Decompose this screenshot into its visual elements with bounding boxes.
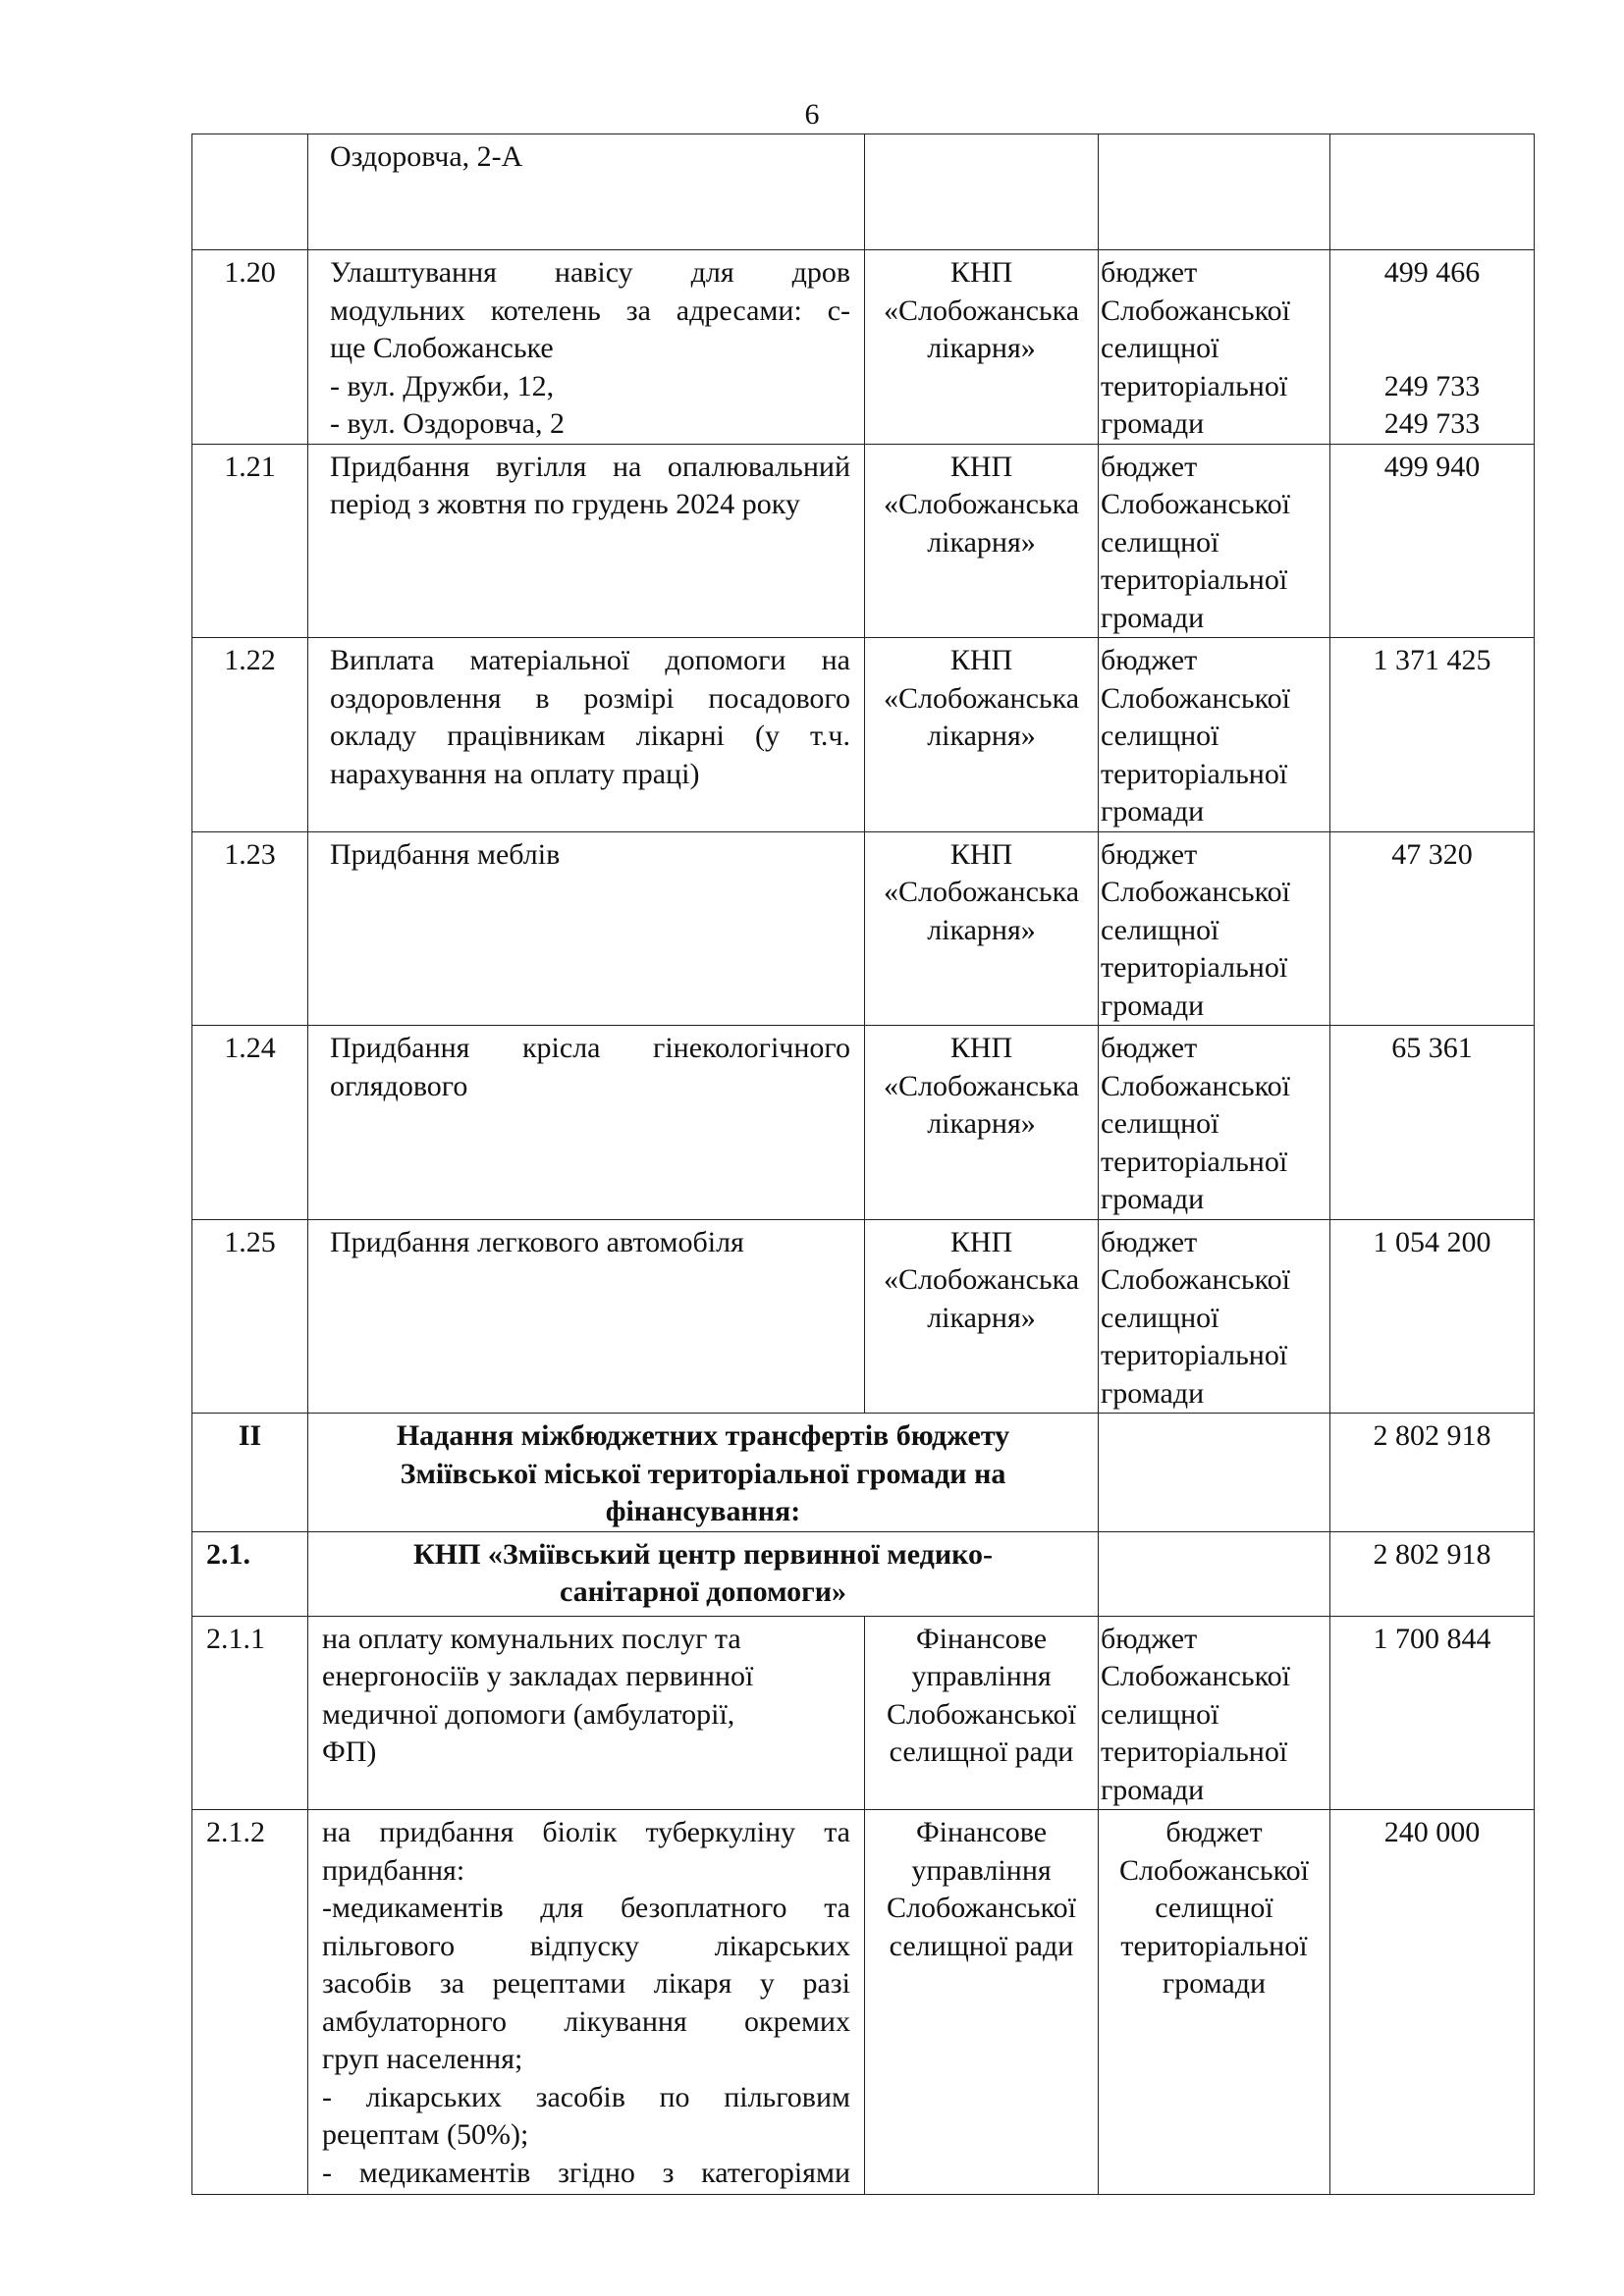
table-row (192, 134, 1535, 250)
executor-line: КНП (949, 837, 1013, 871)
source-line: територіальної (1101, 757, 1288, 790)
description-line: -медикаментів для безоплатного та (322, 1892, 850, 1924)
description-line: груп населення; (322, 2043, 523, 2075)
row-description (308, 831, 865, 1026)
executor-line: Слобожанської (887, 1697, 1076, 1731)
source-line: Слобожанської (1101, 876, 1290, 908)
row-executor (865, 1219, 1099, 1414)
description-line: - вул. Оздоровча, 2 (330, 407, 565, 440)
description-line: - медикаментів згідно з категоріями (322, 2156, 850, 2189)
row-amount: 240 000 (1330, 1810, 1535, 2195)
executor-line: лікарня» (927, 720, 1036, 752)
row-source (1099, 1616, 1330, 1810)
source-line: бюджет (1101, 256, 1198, 289)
source-line: селищної (1101, 913, 1219, 946)
row-description (308, 250, 865, 445)
description-line: окладу працівникам лікарні (у т.ч. (330, 720, 850, 752)
executor-line: управління (911, 1660, 1052, 1692)
row-amount: 65 361 (1330, 1026, 1535, 1220)
executor-line: «Слобожанська (883, 1069, 1080, 1102)
row-source (1099, 250, 1330, 445)
row-executor (865, 250, 1099, 445)
row-description (308, 1026, 865, 1220)
row-source (1099, 1026, 1330, 1220)
executor-line: «Слобожанська (883, 681, 1080, 715)
source-line: Слобожанської (1101, 681, 1290, 715)
executor-line: «Слобожанська (883, 876, 1080, 908)
row-executor (865, 134, 1099, 250)
source-line: бюджет (1101, 1225, 1198, 1258)
row-source (1099, 134, 1330, 250)
row-description (308, 1616, 865, 1810)
program-table (191, 133, 1535, 2195)
executor-line: лікарня» (927, 1301, 1036, 1334)
row-number: 1.21 (192, 444, 308, 638)
row-number (192, 134, 308, 250)
source-line: бюджет (1101, 450, 1198, 483)
row-source (1099, 1531, 1330, 1616)
row-amount (1330, 250, 1535, 445)
amount-total: 499 466 (1383, 256, 1481, 289)
source-line: Слобожанської (1119, 1853, 1309, 1887)
row-executor (865, 638, 1099, 832)
subsection-title (308, 1531, 1099, 1616)
row-executor (865, 1810, 1099, 2195)
description-line: на придбання біолік туберкуліну та (322, 1816, 850, 1848)
amount-spacer (1330, 330, 1534, 368)
page-number: 6 (804, 98, 820, 131)
source-line: територіальної (1101, 1339, 1288, 1371)
table-row (192, 250, 1535, 445)
source-line: селищної (1101, 720, 1219, 752)
section-row (192, 1531, 1535, 1616)
description-line: модульних котелень за адресами: с- (330, 294, 850, 327)
row-number: 2.1.2 (192, 1810, 308, 2195)
source-line: громади (1101, 601, 1205, 634)
executor-line: селищної ради (889, 1735, 1074, 1768)
source-line: Слобожанської (1101, 1263, 1290, 1296)
amount-part: 249 733 (1383, 369, 1481, 402)
source-line: бюджет (1101, 1032, 1198, 1064)
description-line: період з жовтня по грудень 2024 року (330, 488, 800, 520)
source-line: бюджет (1101, 644, 1198, 676)
source-line: громади (1101, 795, 1205, 828)
executor-line: лікарня» (927, 332, 1036, 364)
source-line: громади (1101, 1773, 1205, 1806)
row-amount: 1 371 425 (1330, 638, 1535, 832)
source-line: територіальної (1101, 1735, 1288, 1768)
description-line: Придбання вугілля на опалювальний (330, 450, 850, 483)
description-line: медичної допомоги (амбулаторії, (322, 1697, 735, 1731)
row-amount: 1 054 200 (1330, 1219, 1535, 1414)
subsection-number: 2.1. (192, 1531, 308, 1616)
subsection-title-line: КНП «Зміївський центр первинної медико- (412, 1537, 993, 1571)
description-line: - лікарських засобів по пільговим (322, 2080, 850, 2113)
section-title-line: фінансування: (605, 1495, 801, 1527)
source-line: селищної (1101, 1697, 1219, 1731)
description-line: амбулаторного лікування окремих (322, 2004, 850, 2038)
subsection-amount: 2 802 918 (1330, 1531, 1535, 1616)
description-line: нарахування на оплату праці) (330, 757, 700, 790)
source-line: селищної (1101, 1107, 1219, 1140)
row-source (1099, 1414, 1330, 1532)
source-line: громади (1162, 1967, 1267, 2000)
row-executor (865, 1616, 1099, 1810)
section-row (192, 1414, 1535, 1532)
description-line: Улаштування навісу для дров (330, 256, 850, 289)
source-line: територіальної (1101, 951, 1288, 984)
description-line: оглядового (330, 1069, 468, 1102)
row-source (1099, 831, 1330, 1026)
executor-line: КНП (949, 644, 1013, 676)
executor-line: Фінансове (915, 1622, 1048, 1655)
executor-line: лікарня» (927, 913, 1036, 946)
executor-line: Слобожанської (887, 1892, 1076, 1924)
source-line: громади (1101, 988, 1205, 1022)
executor-line: КНП (949, 450, 1013, 483)
source-line: бюджет (1101, 837, 1198, 871)
executor-line: селищної ради (889, 1929, 1074, 1962)
executor-line: «Слобожанська (883, 294, 1080, 327)
table-row (192, 638, 1535, 832)
row-description (308, 638, 865, 832)
source-line: Слобожанської (1101, 294, 1290, 327)
description-line: на оплату комунальних послуг та (322, 1622, 741, 1655)
row-executor (865, 1026, 1099, 1220)
section-title (308, 1414, 1099, 1532)
source-line: бюджет (1165, 1816, 1263, 1848)
row-number: 1.23 (192, 831, 308, 1026)
executor-line: КНП (949, 1225, 1013, 1258)
row-source (1099, 1219, 1330, 1414)
description-line: Придбання крісла гінекологічного (330, 1032, 850, 1064)
table-row (192, 444, 1535, 638)
source-line: селищної (1101, 525, 1219, 559)
row-description (308, 1219, 865, 1414)
executor-line: управління (911, 1853, 1052, 1887)
row-number: 1.25 (192, 1219, 308, 1414)
row-amount: 499 940 (1330, 444, 1535, 638)
amount-part: 249 733 (1383, 407, 1481, 440)
section-title-line: Зміївської міської територіальної громади на (400, 1457, 1006, 1490)
row-source (1099, 444, 1330, 638)
row-description (308, 1810, 865, 2195)
row-number: 2.1.1 (192, 1616, 308, 1810)
executor-line: Фінансове (915, 1816, 1048, 1848)
row-amount: 47 320 (1330, 831, 1535, 1026)
row-number: 1.24 (192, 1026, 308, 1220)
source-line: бюджет (1101, 1622, 1198, 1655)
description-line: енергоносіїв у закладах первинної (322, 1660, 754, 1692)
source-line: селищної (1101, 1301, 1219, 1334)
source-line: територіальної (1101, 369, 1288, 402)
row-number: 1.20 (192, 250, 308, 445)
source-line: Слобожанської (1101, 1660, 1290, 1692)
table-row (192, 1219, 1535, 1414)
source-line: селищної (1101, 332, 1219, 364)
table-row (192, 831, 1535, 1026)
description-line: Придбання меблів (330, 837, 561, 871)
source-line: селищної (1155, 1892, 1273, 1924)
description-line: Оздоровча, 2-А (330, 140, 523, 173)
executor-line: лікарня» (927, 1107, 1036, 1140)
executor-line: КНП (949, 256, 1013, 289)
executor-line: КНП (949, 1032, 1013, 1064)
amount-spacer (1330, 293, 1534, 331)
description-line: рецептам (50%); (322, 2118, 529, 2151)
table-row (192, 1026, 1535, 1220)
source-line: територіальної (1101, 1145, 1288, 1178)
description-line: - вул. Дружби, 12, (330, 369, 555, 402)
source-line: громади (1101, 407, 1205, 440)
subsection-title-line: санітарної допомоги» (559, 1575, 847, 1608)
table-row (192, 1616, 1535, 1810)
executor-line: «Слобожанська (883, 1263, 1080, 1296)
section-amount: 2 802 918 (1330, 1414, 1535, 1532)
row-executor (865, 831, 1099, 1026)
description-line: ще Слобожанське (330, 332, 554, 364)
table-row (192, 1810, 1535, 2195)
source-line: Слобожанської (1101, 488, 1290, 520)
description-line: засобів за рецептами лікаря у разі (322, 1967, 850, 2000)
source-line: Слобожанської (1101, 1069, 1290, 1102)
row-amount: 1 700 844 (1330, 1616, 1535, 1810)
description-line: пільгового відпуску лікарських (322, 1929, 850, 1962)
row-description (308, 444, 865, 638)
source-line: громади (1101, 1183, 1205, 1215)
row-amount (1330, 134, 1535, 250)
source-line: територіальної (1120, 1929, 1308, 1962)
section-title-line: Надання міжбюджетних трансфертів бюджету (396, 1419, 1010, 1452)
section-number: ІІ (192, 1414, 308, 1532)
description-line: Придбання легкового автомобіля (330, 1225, 744, 1258)
description-line: Виплата матеріальної допомоги на (330, 644, 850, 676)
source-line: територіальної (1101, 563, 1288, 596)
row-source (1099, 1810, 1330, 2195)
description-line: ФП) (322, 1735, 377, 1768)
executor-line: лікарня» (927, 525, 1036, 559)
row-source (1099, 638, 1330, 832)
executor-line: «Слобожанська (883, 488, 1080, 520)
row-number: 1.22 (192, 638, 308, 832)
source-line: громади (1101, 1376, 1205, 1410)
description-line: придбання: (322, 1853, 465, 1887)
row-description (308, 134, 865, 250)
row-executor (865, 444, 1099, 638)
description-line: оздоровлення в розмірі посадового (330, 681, 850, 715)
